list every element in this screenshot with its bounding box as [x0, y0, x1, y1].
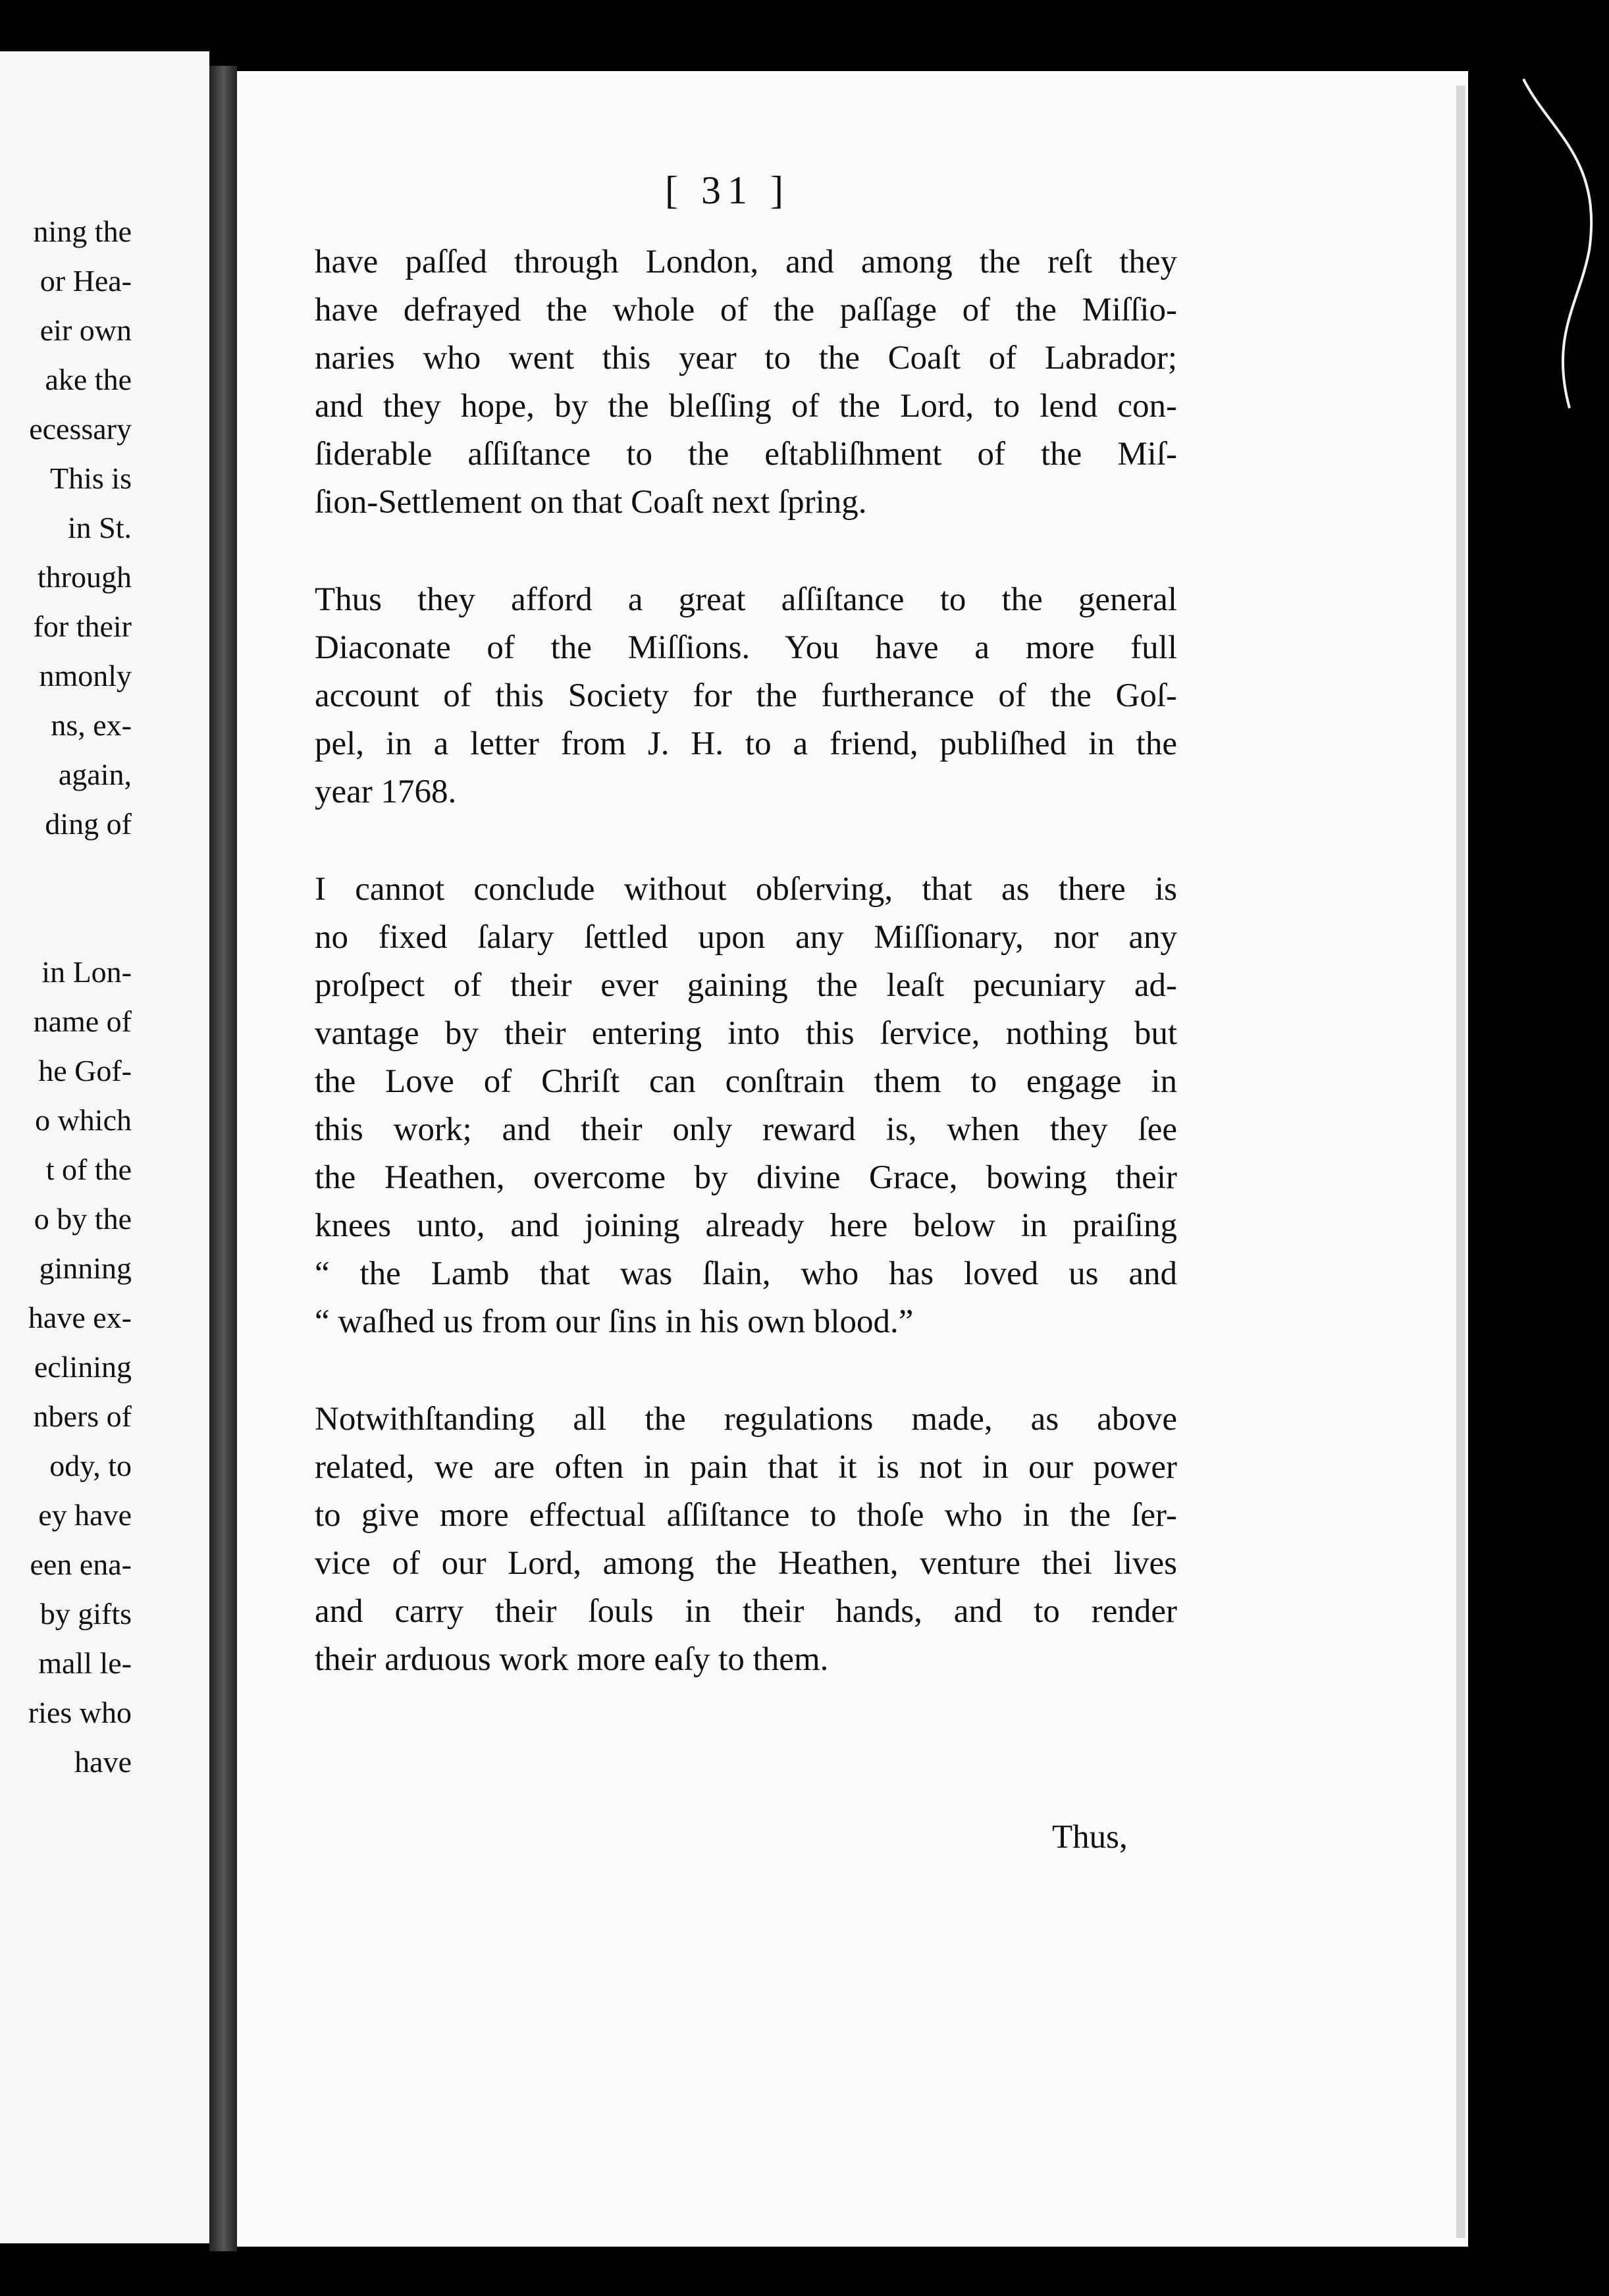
left-line: ginning — [39, 1251, 132, 1285]
page-fold-curve — [1510, 53, 1609, 421]
left-line: eir own — [40, 313, 132, 347]
text-line: and carry their ſouls in their hands, and to render — [315, 1593, 1177, 1630]
left-line: o which — [35, 1103, 132, 1137]
left-line: ding of — [45, 807, 132, 841]
text-line: I cannot conclude without obſerving, that as there is — [315, 871, 1177, 908]
text-line: account of this Society for the furtherance of the Goſ- — [315, 677, 1177, 714]
left-page-text — [0, 207, 132, 1787]
left-line: een ena- — [30, 1548, 132, 1581]
text-line: proſpect of their ever gaining the leaſt pecuniary ad- — [315, 967, 1177, 1004]
text-line: year 1768. — [315, 773, 457, 810]
left-line: This is — [50, 461, 132, 495]
text-line: ſiderable aſſiſtance to the eſtabliſhment of the Miſ- — [315, 436, 1177, 473]
paragraph-1 — [315, 238, 1177, 527]
book-gutter — [209, 66, 237, 2251]
text-line: their arduous work more eaſy to them. — [315, 1641, 829, 1678]
left-line: t of the — [45, 1153, 132, 1186]
left-line: ns, ex- — [51, 708, 132, 742]
left-line: in Lon- — [41, 955, 132, 989]
paragraph-3 — [315, 866, 1177, 1346]
left-line: ey have — [38, 1498, 132, 1532]
text-line: Diaconate of the Miſſions. You have a more full — [315, 629, 1177, 666]
page-body — [315, 238, 1177, 1733]
left-line: or Hea- — [40, 264, 132, 298]
left-line: for their — [33, 610, 132, 643]
text-line: have paſſed through London, and among the reſt they — [315, 244, 1177, 280]
page-number: [ 31 ] — [665, 169, 790, 212]
text-line: vantage by their entering into this ſervice, nothing but — [315, 1015, 1177, 1052]
text-line: “ the Lamb that was ſlain, who has loved us and — [315, 1255, 1177, 1292]
text-line: have defrayed the whole of the paſſage of the Miſſio- — [315, 292, 1177, 328]
left-line: in St. — [67, 511, 132, 544]
left-line: ody, to — [49, 1449, 132, 1482]
text-line: no fixed ſalary ſettled upon any Miſſionary, nor any — [315, 919, 1177, 956]
text-line: Thus they afford a great aſſiſtance to the general — [315, 581, 1177, 618]
left-line: ning the — [33, 215, 132, 248]
paragraph-2 — [315, 576, 1177, 816]
left-line — [0, 848, 132, 898]
text-line: pel, in a letter from J. H. to a friend, publiſhed in the — [315, 725, 1177, 762]
text-line: knees unto, and joining already here below in praiſing — [315, 1207, 1177, 1244]
left-line: nbers of — [33, 1399, 132, 1433]
catchword: Thus, — [1052, 1819, 1128, 1856]
text-line: vice of our Lord, among the Heathen, venture thei lives — [315, 1545, 1177, 1582]
text-line: Notwithſtanding all the regulations made, as above — [315, 1401, 1177, 1438]
left-page-fragment — [0, 51, 209, 2243]
left-line: ake the — [45, 363, 132, 396]
left-line: eclining — [34, 1350, 132, 1384]
text-line: naries who went this year to the Coaſt of Labrador; — [315, 340, 1177, 377]
text-line: the Heathen, overcome by divine Grace, bowing their — [315, 1159, 1177, 1196]
left-line: through — [37, 560, 132, 594]
left-line: ecessary — [29, 412, 132, 446]
text-line: to give more effectual aſſiſtance to thoſe who in the ſer- — [315, 1497, 1177, 1534]
left-line: he Gof- — [38, 1054, 132, 1087]
text-line: the Love of Chriſt can conſtrain them to engage in — [315, 1063, 1177, 1100]
text-line: “ waſhed us from our ſins in his own blood.” — [315, 1303, 914, 1340]
text-line: ſion-Settlement on that Coaſt next ſpring. — [315, 484, 867, 521]
left-line: again, — [58, 758, 132, 791]
left-line: o by the — [34, 1202, 132, 1236]
page-edge-shadow — [1456, 86, 1465, 2238]
left-line: have — [74, 1745, 132, 1779]
left-line: ries who — [28, 1696, 132, 1729]
text-line: related, we are often in pain that it is not in our power — [315, 1449, 1177, 1486]
text-line: and they hope, by the bleſſing of the Lord, to lend con- — [315, 388, 1177, 425]
left-line: have ex- — [28, 1301, 132, 1334]
left-line: nmonly — [39, 659, 132, 692]
left-line: by gifts — [40, 1597, 132, 1631]
left-line: name of — [33, 1004, 132, 1038]
left-line: mall le- — [38, 1646, 132, 1680]
paragraph-4 — [315, 1396, 1177, 1684]
text-line: this work; and their only reward is, when they ſee — [315, 1111, 1177, 1148]
left-line — [0, 898, 132, 947]
